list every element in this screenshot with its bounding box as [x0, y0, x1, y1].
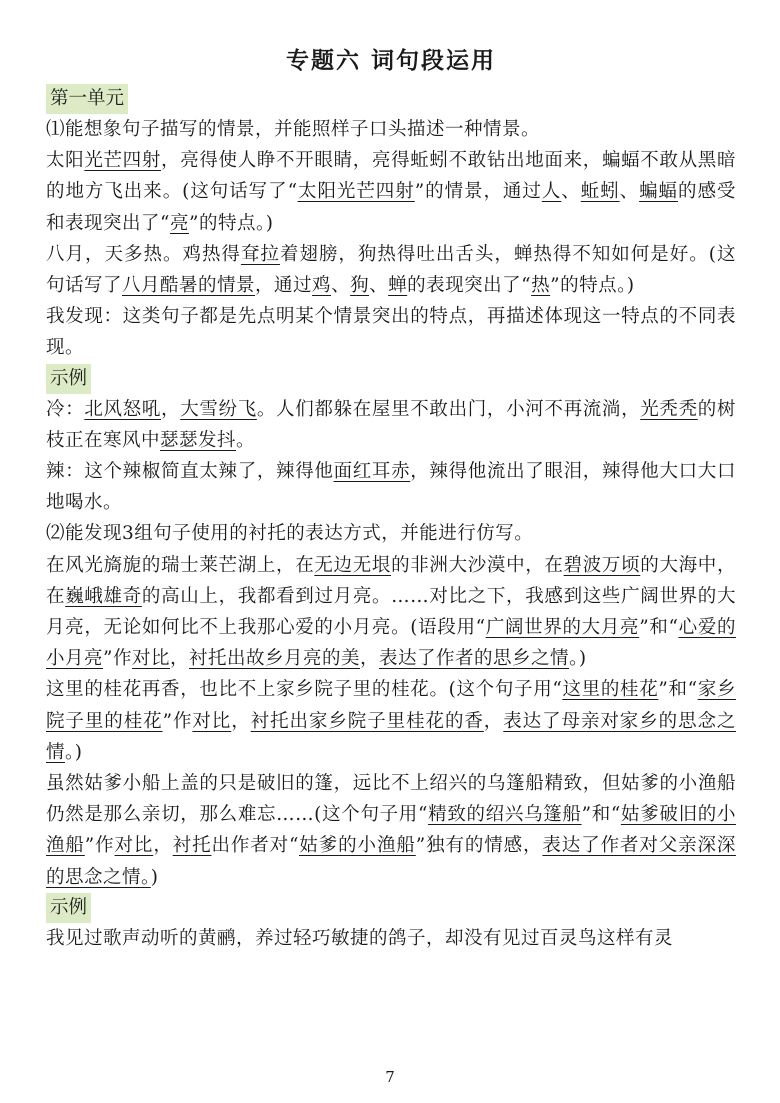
s1-paragraph-2: 八月，天多热。鸡热得耷拉着翅膀，狗热得吐出舌头，蝉热得不知如何是好。(这句话写了八月酷暑的情景，通过鸡、狗、蝉的表现突出了“热”的特点。): [46, 243, 736, 297]
example-label: 示例: [46, 364, 91, 394]
unit-label: 第一单元: [46, 84, 128, 114]
section-2-heading: ⑵能发现3组句子使用的衬托的表达方式，并能进行仿写。: [46, 523, 534, 545]
example-label-2: 示例: [46, 893, 91, 923]
s1-example-cold: 冷：北风怒吼，大雪纷飞。人们都躲在屋里不敢出门，小河不再流淌，光秃秃的树枝正在寒风中瑟瑟发抖。: [46, 398, 736, 451]
page-title: 专题六 词句段运用: [285, 47, 496, 74]
s1-discovery: 我发现：这类句子都是先点明某个情景突出的特点，再描述体现这一特点的不同表现。: [46, 306, 736, 359]
s2-paragraph-1: 在风光旖旎的瑞士莱芒湖上，在无边无垠的非洲大沙漠中，在碧波万顷的大海中，在巍峨雄奇的高山上，我都看到过月亮。……对比之下，我感到这些广阔世界的大月亮，无论如何比不上我那心爱的小月亮。(语段用“广阔世界的大月亮”和“心爱的小月亮”作对比，衬托出故乡月亮的美，表达了作者的思乡之情。): [46, 554, 736, 670]
section-1-heading: ⑴能想象句子描写的情景，并能照样子口头描述一种情景。: [46, 119, 541, 140]
document-page: [46, 44, 736, 954]
page-number: 7: [385, 1068, 395, 1086]
s2-paragraph-3: 虽然姑爹小船上盖的只是破旧的篷，远比不上绍兴的乌篷船精致，但姑爹的小渔船仍然是那么亲切，那么难忘……(这个句子用“精致的绍兴乌篷船”和“姑爹破旧的小渔船”作对比，衬托出作者对“姑爹的小渔船”独有的情感，表达了作者对父亲深深的思念之情。): [46, 773, 736, 888]
s1-example-spicy: 辣：这个辣椒简直太辣了，辣得他面红耳赤，辣得他流出了眼泪，辣得他大口大口地喝水。: [46, 461, 736, 514]
s2-example: 我见过歌声动听的黄鹂，养过轻巧敏捷的鸽子，却没有见过百灵鸟这样有灵: [46, 927, 674, 949]
s2-paragraph-2: 这里的桂花再香，也比不上家乡院子里的桂花。(这个句子用“这里的桂花”和“家乡院子里的桂花”作对比，衬托出家乡院子里桂花的香，表达了母亲对家乡的思念之情。): [46, 679, 736, 763]
s1-paragraph-1: 太阳光芒四射，亮得使人睁不开眼睛，亮得蚯蚓不敢钻出地面来，蝙蝠不敢从黑暗的地方飞出来。(这句话写了“太阳光芒四射”的情景，通过人、蚯蚓、蝙蝠的感受和表现突出了“亮”的特点。): [46, 150, 736, 234]
